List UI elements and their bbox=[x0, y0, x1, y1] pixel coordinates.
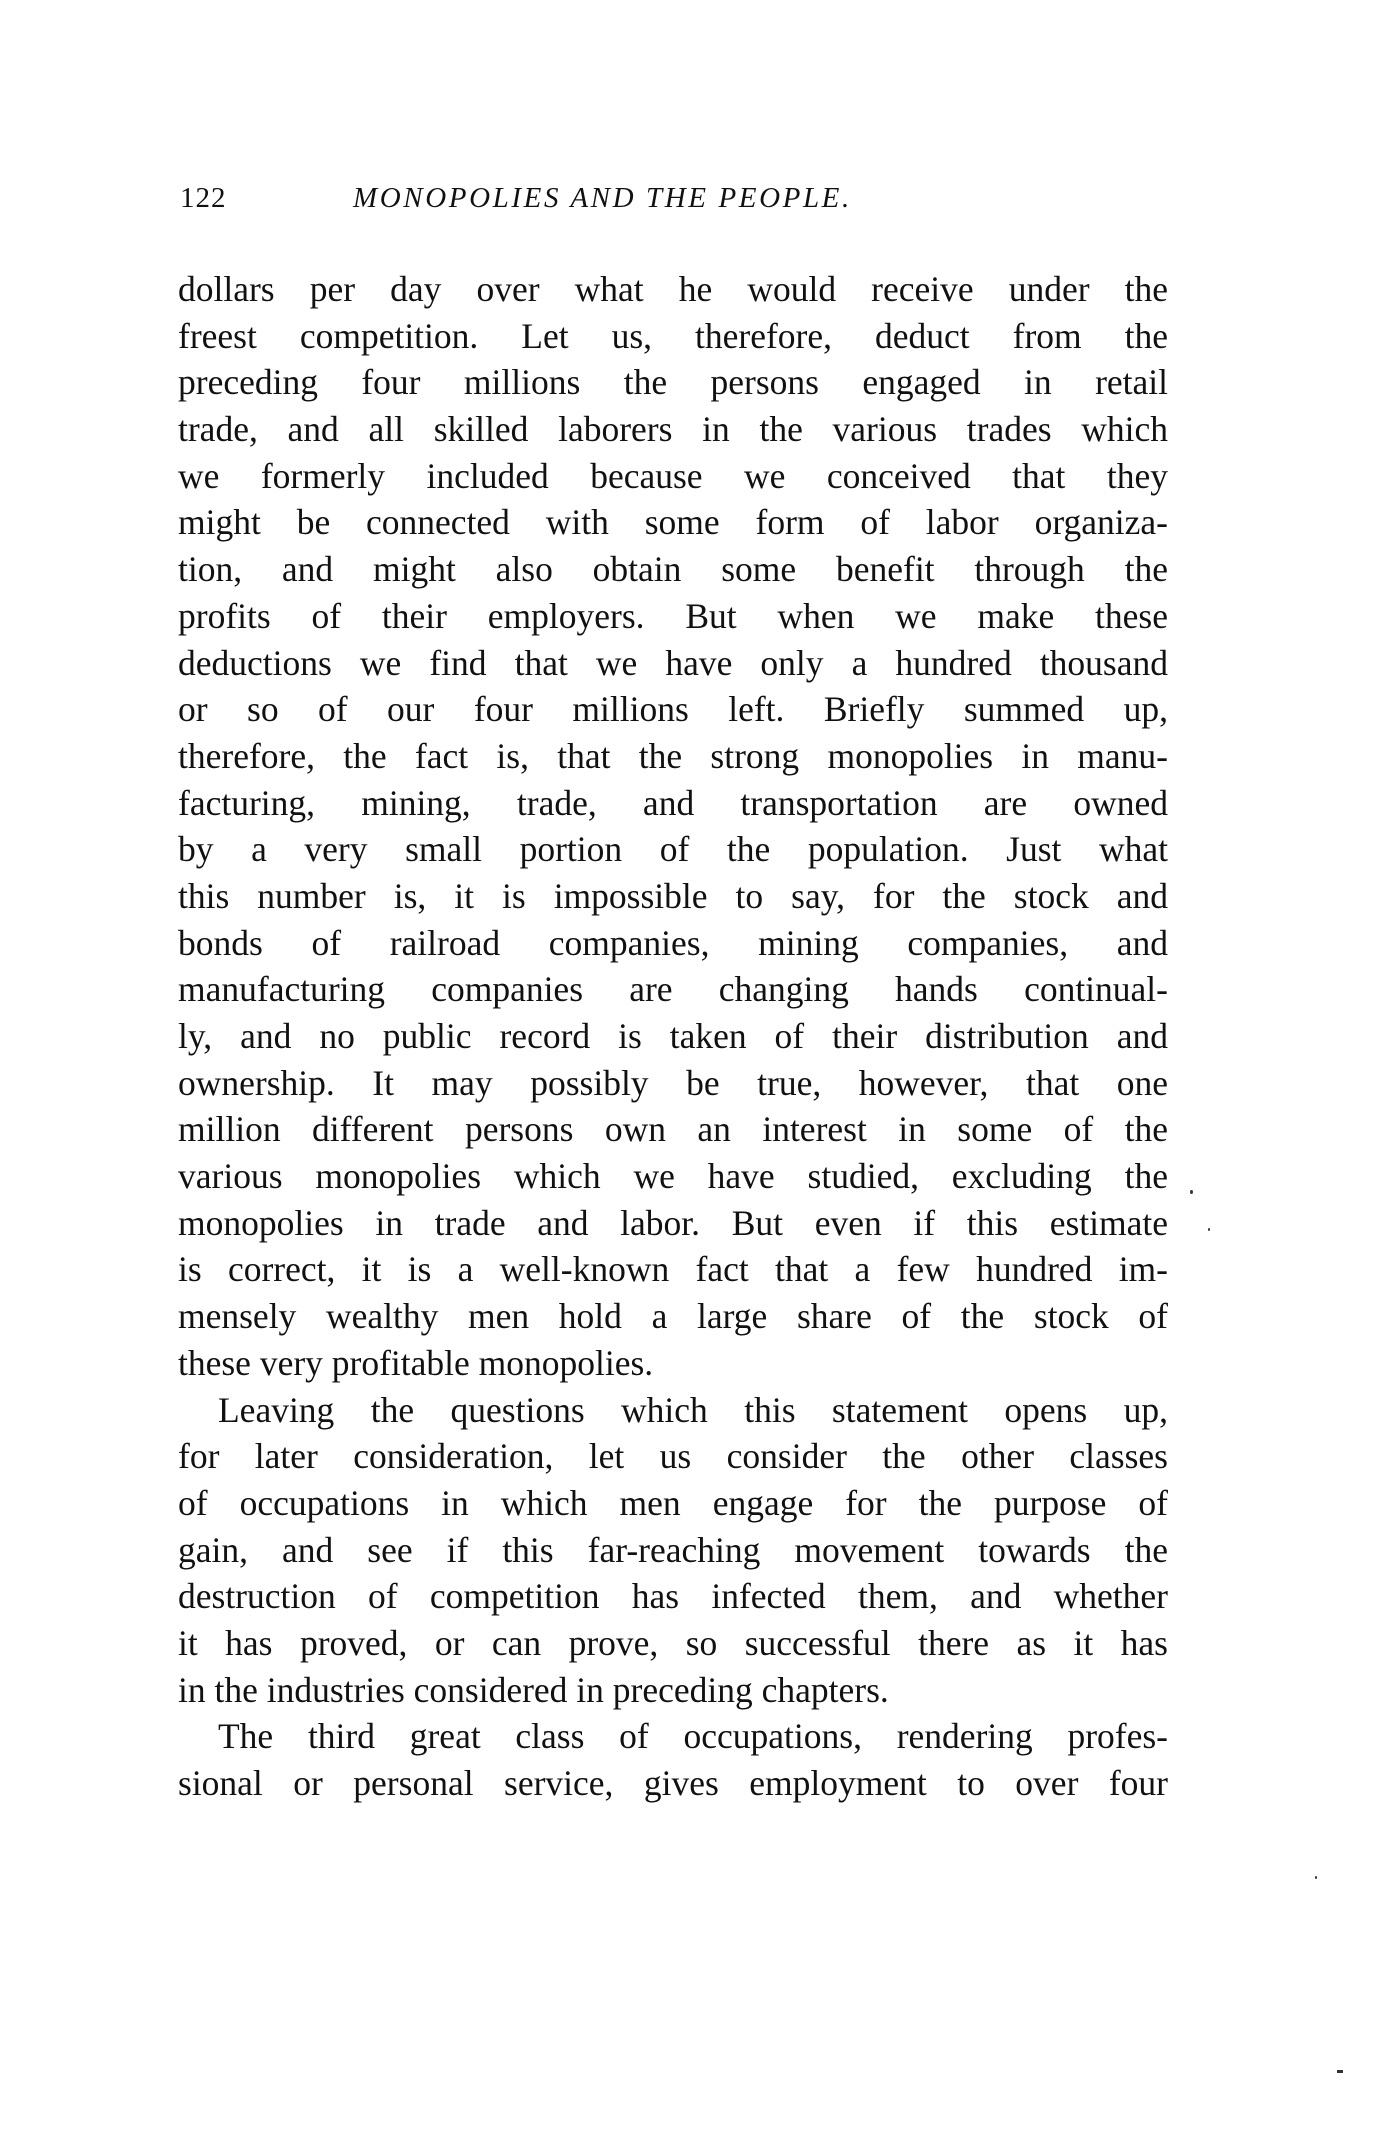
text-line: is correct, it is a well-known fact that a few hundred im- bbox=[178, 1249, 1168, 1290]
text-line: deductions we find that we have only a hundred thousand bbox=[178, 642, 1168, 683]
text-line: might be connected with some form of labor organiza- bbox=[178, 502, 1168, 543]
text-line: we formerly included because we conceived that they bbox=[178, 455, 1168, 496]
text-line: mensely wealthy men hold a large share of the stock of bbox=[178, 1296, 1168, 1337]
text-line: Leaving the questions which this statement opens up, bbox=[218, 1389, 1168, 1430]
text-line: facturing, mining, trade, and transportation are owned bbox=[178, 782, 1168, 823]
text-line: profits of their employers. But when we make these bbox=[178, 595, 1168, 636]
scan-speck bbox=[1315, 1876, 1317, 1879]
text-line: of occupations in which men engage for the purpose of bbox=[178, 1482, 1168, 1523]
text-line: freest competition. Let us, therefore, deduct from the bbox=[178, 315, 1168, 356]
running-title: MONOPOLIES AND THE PEOPLE. bbox=[353, 182, 852, 214]
text-line: The third great class of occupations, rendering profes- bbox=[218, 1716, 1168, 1757]
text-line: by a very small portion of the population. Just what bbox=[178, 829, 1168, 870]
text-line: monopolies in trade and labor. But even if this estimate bbox=[178, 1202, 1168, 1243]
scan-speck bbox=[1337, 2070, 1343, 2073]
text-line: therefore, the fact is, that the strong monopolies in manu- bbox=[178, 735, 1168, 776]
text-line: million different persons own an interest in some of the bbox=[178, 1109, 1168, 1150]
text-line: various monopolies which we have studied, excluding the bbox=[178, 1156, 1168, 1197]
text-line: destruction of competition has infected them, and whether bbox=[178, 1576, 1168, 1617]
text-line: ly, and no public record is taken of their distribution and bbox=[178, 1016, 1168, 1056]
text-line: gain, and see if this far-reaching movement towards the bbox=[178, 1529, 1168, 1570]
text-line: this number is, it is impossible to say, for the stock and bbox=[178, 875, 1168, 916]
text-line: trade, and all skilled laborers in the various trades which bbox=[178, 409, 1168, 450]
text-line: or so of our four millions left. Briefly summed up, bbox=[178, 689, 1168, 730]
scan-speck bbox=[1208, 1228, 1210, 1231]
text-line: in the industries considered in preceding chapters. bbox=[178, 1669, 889, 1710]
scan-speck bbox=[1190, 1190, 1193, 1194]
page-number: 122 bbox=[180, 182, 227, 214]
running-head bbox=[180, 178, 1170, 218]
text-line: for later consideration, let us consider the other classes bbox=[178, 1436, 1168, 1477]
text-line: ownership. It may possibly be true, however, that one bbox=[178, 1062, 1168, 1103]
text-line: tion, and might also obtain some benefit through the bbox=[178, 549, 1168, 590]
text-line: dollars per day over what he would receive under the bbox=[178, 269, 1168, 309]
text-line: preceding four millions the persons engaged in retail bbox=[178, 362, 1168, 403]
text-line: manufacturing companies are changing hands continual- bbox=[178, 969, 1168, 1010]
body-text bbox=[178, 266, 1168, 1807]
text-line: bonds of railroad companies, mining companies, and bbox=[178, 922, 1168, 963]
text-line: sional or personal service, gives employment to over four bbox=[178, 1763, 1168, 1803]
text-line: these very profitable monopolies. bbox=[178, 1342, 654, 1383]
text-line: it has proved, or can prove, so successful there as it has bbox=[178, 1622, 1168, 1663]
